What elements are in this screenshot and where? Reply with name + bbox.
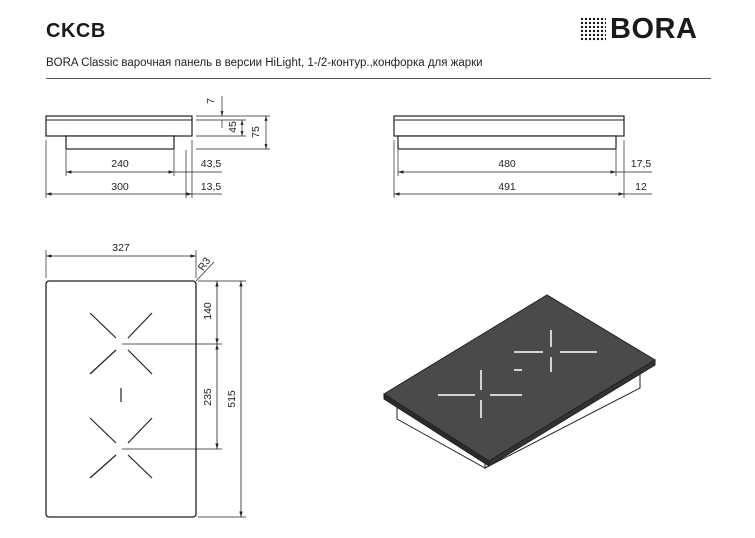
logo-text: BORA [610,13,698,45]
product-subtitle: BORA Classic варочная панель в версии HiLight, 1-/2-контур.,конфорка для жарки [46,57,483,69]
dim-top-height: 515 [226,390,238,408]
dim-offset-top-right: 17,5 [630,158,652,170]
dim-total-height: 75 [250,126,262,138]
dim-zone-offset: 140 [202,302,214,320]
dim-top-width: 327 [112,242,130,254]
dim-inner-width-left: 240 [111,158,129,170]
dim-offset-bottom-left: 13,5 [200,181,222,193]
side-view-right [394,116,652,198]
isometric-view [384,295,655,468]
dim-offset-top-left: 43,5 [200,158,222,170]
dim-outer-width-right: 491 [498,181,516,193]
side-view-left [46,116,222,198]
dim-corner-radius: R3 [195,255,214,274]
top-view [46,250,246,517]
dim-inner-width-right: 480 [498,158,516,170]
dim-body-height: 45 [227,121,239,133]
dim-glass-height: 7 [205,98,217,104]
dim-zone-spacing: 235 [202,388,214,406]
dim-outer-width-left: 300 [111,181,129,193]
dim-offset-bottom-right: 12 [635,181,647,193]
model-title: CKCB [46,20,106,42]
